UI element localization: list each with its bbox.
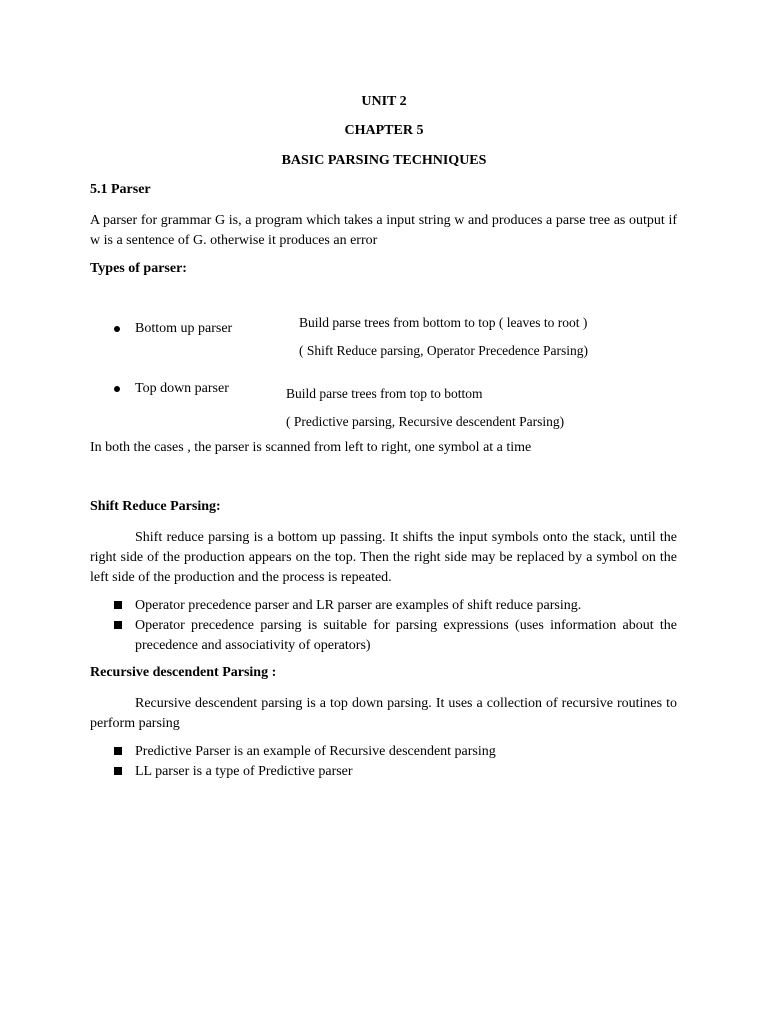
chapter-heading: CHAPTER 5 [344, 123, 424, 138]
section-heading-recursive-descendent: Recursive descendent Parsing : [90, 665, 277, 680]
parser-type-label-top-down: Top down parser [135, 381, 229, 396]
shift-reduce-bullet-2: Operator precedence parsing is suitable for parsing expressions (uses information about the precedence and associativity of operators) [135, 618, 677, 653]
scan-direction-note: In both the cases , the parser is scanned from left to right, one symbol at a time [90, 440, 532, 455]
section-heading-parser: 5.1 Parser [90, 182, 151, 197]
square-bullet-icon [114, 767, 122, 775]
page-title: BASIC PARSING TECHNIQUES [281, 153, 487, 168]
parser-type-label-bottom-up: Bottom up parser [135, 321, 233, 336]
shift-reduce-paragraph: Shift reduce parsing is a bottom up passing. It shifts the input symbols onto the stack, until the right side of the production appears on the top. Then the right side may be replaced by a symbol on the left side of the production and the process is repeated. [90, 530, 677, 585]
square-bullet-icon [114, 621, 122, 629]
shift-reduce-bullet-1: Operator precedence parser and LR parser are examples of shift reduce parsing. [135, 598, 582, 613]
types-of-parser-heading: Types of parser: [90, 261, 187, 276]
recursive-bullet-2: LL parser is a type of Predictive parser [135, 764, 353, 779]
parser-type-desc-bottom-up: Build parse trees from bottom to top ( leaves to root ) [299, 315, 588, 330]
square-bullet-icon [114, 747, 122, 755]
unit-heading: UNIT 2 [361, 94, 407, 109]
bullet-dot-icon [114, 386, 120, 392]
parser-type-examples-top-down: ( Predictive parsing, Recursive descendent Parsing) [286, 414, 565, 429]
parser-definition-paragraph: A parser for grammar G is, a program which takes a input string w and produces a parse tree as output if w is a sentence of G. otherwise it produces an error [90, 213, 677, 248]
section-heading-shift-reduce: Shift Reduce Parsing: [90, 499, 221, 514]
recursive-descendent-paragraph: Recursive descendent parsing is a top down parsing. It uses a collection of recursive routines to perform parsing [90, 696, 677, 731]
parser-type-desc-top-down: Build parse trees from top to bottom [286, 386, 483, 401]
square-bullet-icon [114, 601, 122, 609]
bullet-dot-icon [114, 326, 120, 332]
parser-type-examples-bottom-up: ( Shift Reduce parsing, Operator Precedence Parsing) [299, 343, 589, 358]
recursive-bullet-1: Predictive Parser is an example of Recursive descendent parsing [135, 744, 496, 759]
